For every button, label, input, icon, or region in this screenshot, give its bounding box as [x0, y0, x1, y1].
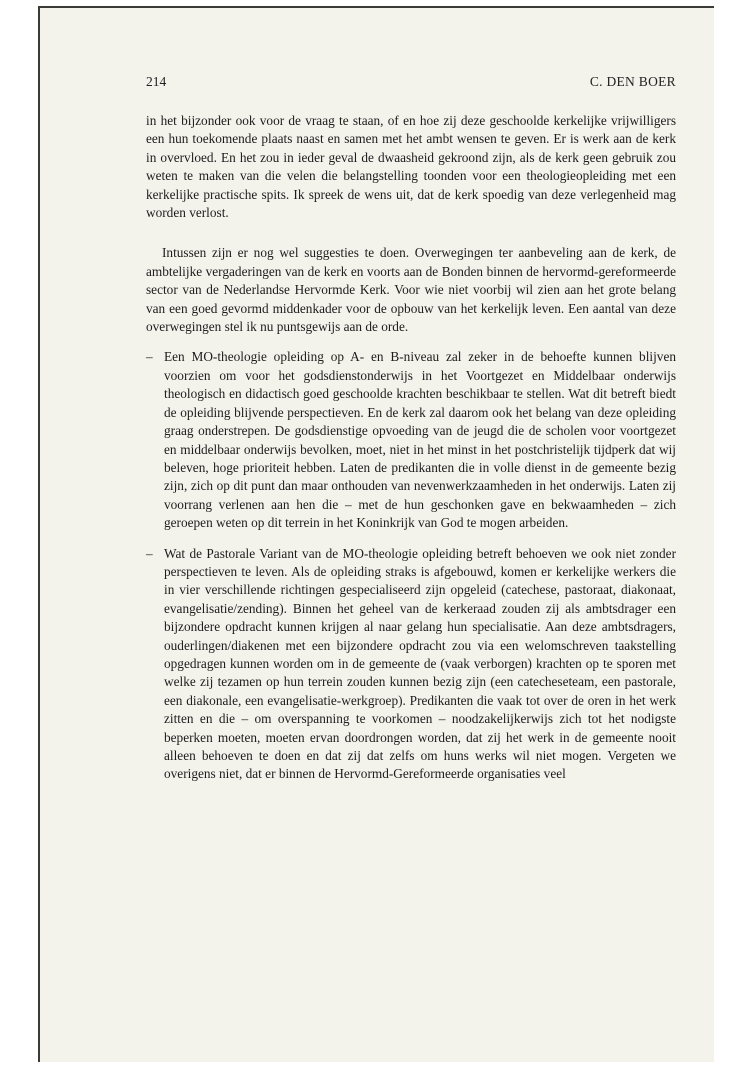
running-head-author: C. DEN BOER — [589, 74, 676, 89]
page-number: 214 — [146, 74, 167, 89]
book-page — [38, 6, 714, 1062]
list-item-text: Een MO-theologie opleiding op A- en B-niveau zal zeker in de behoefte kunnen blijven voorzien om voor het godsdienstonderwijs in het Voortgezet en Middelbaar onderwijs theologisch en didactisch goed geschoolde krachten beschikbaar te stellen. Wat dit betreft biedt de opleiding blijvende perspectieven. En de kerk zal daarom ook het belang van deze opleiding graag onderstrepen. De godsdienstige opvoeding van de jeugd die de scholen voor voortgezet en middelbaar onderwijs bevolken, moet, niet in het minst in het postchristelijk tijdperk dat wij beleven, hoge prioriteit hebben. Laten de predikanten die in volle dienst in de gemeente bezig zijn, zich op dit punt dan maar onthouden van nevenwerkzaamheden in het onderwijs. Laten zij voorrang verlenen aan hen die – met de hun geschonken gave en bekwaamheden – zich geroepen weten op dit terrein in het Koninkrijk van God te mogen arbeiden. — [164, 349, 676, 531]
list-item — [146, 545, 676, 784]
paragraph-continuation: in het bijzonder ook voor de vraag te staan, of en hoe zij deze geschoolde kerkelijke vrijwilligers een hun toekomende plaats naast en samen met het ambt wensen te geven. Er is werk aan de kerk in overvloed. En het zou in ieder geval de dwaasheid gekroond zijn, als de kerk geen gebruik zou weten te maken van die velen die belangstelling toonden voor een theologieopleiding met een kerkelijke practische spits. Ik spreek de wens uit, dat de kerk spoedig van deze verlegenheid mag worden verlost. — [146, 113, 676, 221]
list-dash: – — [146, 545, 153, 561]
page-body — [146, 112, 676, 784]
paragraph-suggestions: Intussen zijn er nog wel suggesties te doen. Overwegingen ter aanbeveling aan de kerk, de ambtelijke vergaderingen van de kerk en voorts aan de Bonden binnen de hervormd-gereformeerde sector van de Nederlandse Hervormde Kerk. Voor wie niet voorbij wil zien aan het grote belang van een goed gevormd middenkader voor de opbouw van het kerkelijk leven. Een aantal van deze overwegingen stel ik nu puntsgewijs aan de orde. — [146, 245, 676, 335]
list-item — [146, 348, 676, 532]
list-dash: – — [146, 349, 153, 365]
list-item-text: Wat de Pastorale Variant van de MO-theologie opleiding betreft behoeven we ook niet zonder perspectieven te leven. Als de opleiding straks is afgebouwd, komen er kerkelijke werkers die in vier verschillende richtingen gespecialiseerd zijn opgeleid (catechese, pastoraat, diakonaat, evangelisatie/zending). Binnen het geheel van de kerkeraad zouden zij als ambtsdrager een bijzondere opdracht kunnen krijgen al naar gelang hun specialisatie. Aan deze ambtsdragers, ouderlingen/diakenen met een bijzondere opdracht zou via een welomschreven taakstelling opgedragen kunnen worden om in de gemeente de (vaak verborgen) krachten op te sporen met welke zij tezamen op hun terrein zouden kunnen bezig zijn (een catecheseteam, een pastorale, een diakonale, een evangelisatie-werkgroep). Predikanten die vaak tot over de oren in het werk zitten en die – om overspanning te voorkomen – noodzakelijkerwijs zich tot het nodigste beperken moeten, moeten ervan doordrongen worden, dat zij het werk in de gemeente nooit alleen behoeven te doen en dat zij dat zelfs om huns werks wil niet mogen. Vergeten we overigens niet, dat er binnen de Hervormd-Gereformeerde organisaties veel — [164, 545, 676, 782]
